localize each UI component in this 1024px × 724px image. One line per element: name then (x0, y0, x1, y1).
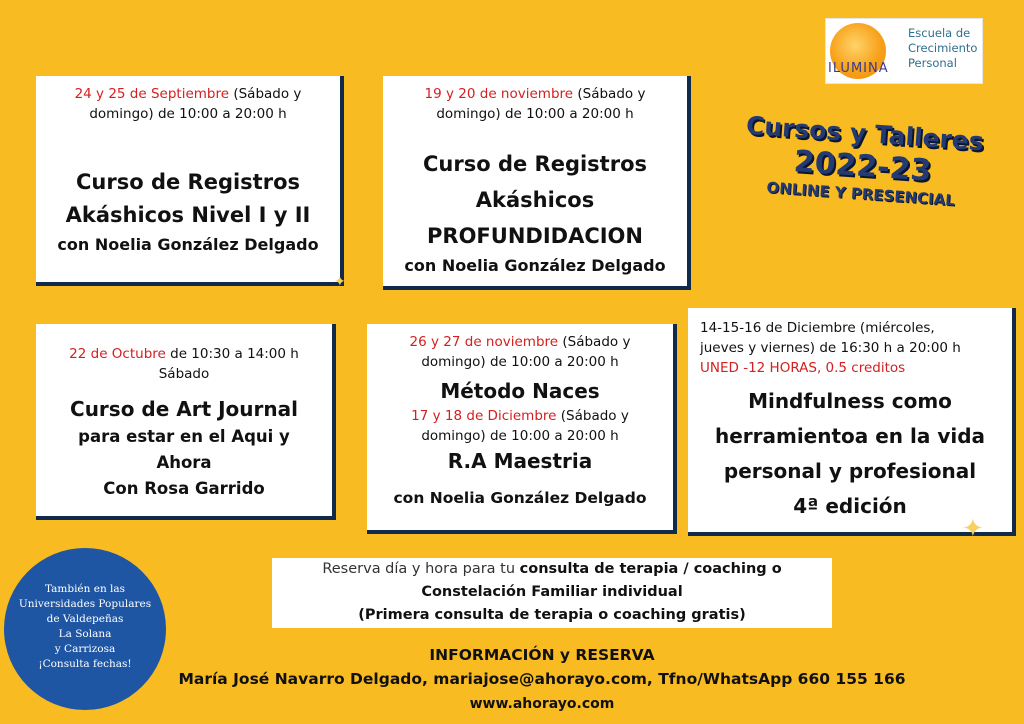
card3-teacher: Con Rosa Garrido (103, 479, 265, 498)
card2-title-line1: Curso de Registros (422, 152, 647, 176)
card3-date-highlight: 22 de Octubre (69, 346, 166, 362)
course-card-mindfulness (688, 308, 1016, 536)
card2-teacher: con Noelia González Delgado (404, 256, 666, 275)
card3-title-line2: para estar en el Aqui y (78, 427, 290, 446)
card5-title-line1: Mindfulness como (748, 389, 952, 413)
ilumina-logo (825, 18, 983, 84)
card2-title-line2: Akáshicos (475, 188, 595, 212)
card4-date2-highlight: 17 y 18 de Diciembre (411, 408, 557, 424)
heading-line1: Cursos y Talleres (745, 110, 985, 157)
card4-date2 (367, 406, 673, 446)
card5-date-line2: jueves y viernes) de 16:30 h a 20:00 h (700, 340, 961, 356)
info-title: INFORMACIÓN y RESERVA (429, 646, 655, 664)
card3-date (36, 344, 332, 384)
card4-title1: Método Naces (440, 379, 600, 403)
course-card-art-journal (36, 324, 336, 520)
card5-date-line1: 14-15-16 de Diciembre (miércoles, (700, 320, 935, 336)
card4-title2: R.A Maestria (447, 449, 593, 473)
card4-date2-rest: (Sábado y domingo) de 10:00 a 20:00 h (421, 408, 629, 444)
card3-date-rest: de 10:30 a 14:00 h (170, 346, 299, 362)
card3-title-line1: Curso de Art Journal (70, 397, 298, 421)
badge-line4: La Solana (58, 628, 112, 640)
badge-line2: Universidades Populares (18, 598, 152, 610)
badge-line1: También en las (44, 583, 126, 595)
card1-title-line1: Curso de Registros (75, 170, 300, 194)
card1-date (36, 84, 340, 124)
promo-intro: Reserva día y hora para tu (322, 561, 516, 577)
logo-line1: Escuela de (908, 26, 971, 40)
logo-text (908, 26, 977, 71)
heading-line2: 2022-23 (792, 144, 933, 189)
card3-date-day: Sábado (158, 366, 210, 382)
card5-title-line2: herramientoa en la vida (714, 424, 986, 448)
card4-date-highlight: 26 y 27 de noviembre (409, 334, 559, 350)
card1-date-rest: (Sábado y domingo) de 10:00 a 20:00 h (89, 86, 302, 122)
card4-date-rest: (Sábado y domingo) de 10:00 a 20:00 h (421, 334, 631, 370)
card3-title (36, 394, 332, 502)
badge-line6: ¡Consulta fechas! (38, 658, 132, 670)
website-link[interactable]: www.ahorayo.com (469, 696, 615, 712)
card2-date-rest: (Sábado y domingo) de 10:00 a 20:00 h (436, 86, 646, 122)
logo-line2: Crecimiento (908, 41, 978, 55)
consultation-promo (272, 558, 832, 628)
badge-line5: y Carrizosa (54, 643, 116, 655)
card4-teacher: con Noelia González Delgado (393, 489, 647, 507)
card5-uned: UNED -12 HORAS, 0.5 creditos (700, 360, 906, 376)
card1-title-line2: Akáshicos Nivel I y II (65, 203, 311, 227)
card5-edition: 4ª edición (793, 494, 907, 518)
card1-title (36, 166, 340, 258)
star-icon: ✦ (334, 274, 346, 290)
promo-line1 (272, 558, 832, 581)
badge-line3: de Valdepeñas (46, 613, 124, 625)
star-icon: ✦ (962, 514, 984, 544)
card5-title (688, 384, 1012, 524)
card3-title-line3: Ahora (156, 453, 212, 472)
card2-date (383, 84, 687, 124)
card5-date (688, 318, 1012, 378)
card5-title-line3: personal y profesional (723, 459, 977, 483)
promo-line2: Constelación Familiar individual (421, 584, 683, 600)
course-card-registros-1 (36, 76, 344, 286)
card2-title (383, 146, 687, 278)
course-card-metodo-naces (367, 324, 677, 534)
course-card-registros-profundizacion (383, 76, 691, 290)
promo-line3: (Primera consulta de terapia o coaching gratis) (358, 607, 746, 623)
heading-line3: ONLINE Y PRESENCIAL (765, 178, 956, 210)
card1-date-highlight: 24 y 25 de Septiembre (74, 86, 230, 102)
logo-word: ILUMINA (828, 61, 889, 76)
card2-date-highlight: 19 y 20 de noviembre (424, 86, 574, 102)
contact-line: María José Navarro Delgado, mariajose@ahorayo.com, Tfno/WhatsApp 660 155 166 (178, 670, 906, 688)
card1-teacher: con Noelia González Delgado (57, 235, 319, 254)
promo-service: consulta de terapia / coaching o (519, 561, 782, 577)
heading-title (715, 108, 1010, 214)
card2-title-line3: PROFUNDIDACION (427, 224, 643, 248)
logo-line3: Personal (908, 56, 957, 70)
card4-date (367, 332, 673, 372)
